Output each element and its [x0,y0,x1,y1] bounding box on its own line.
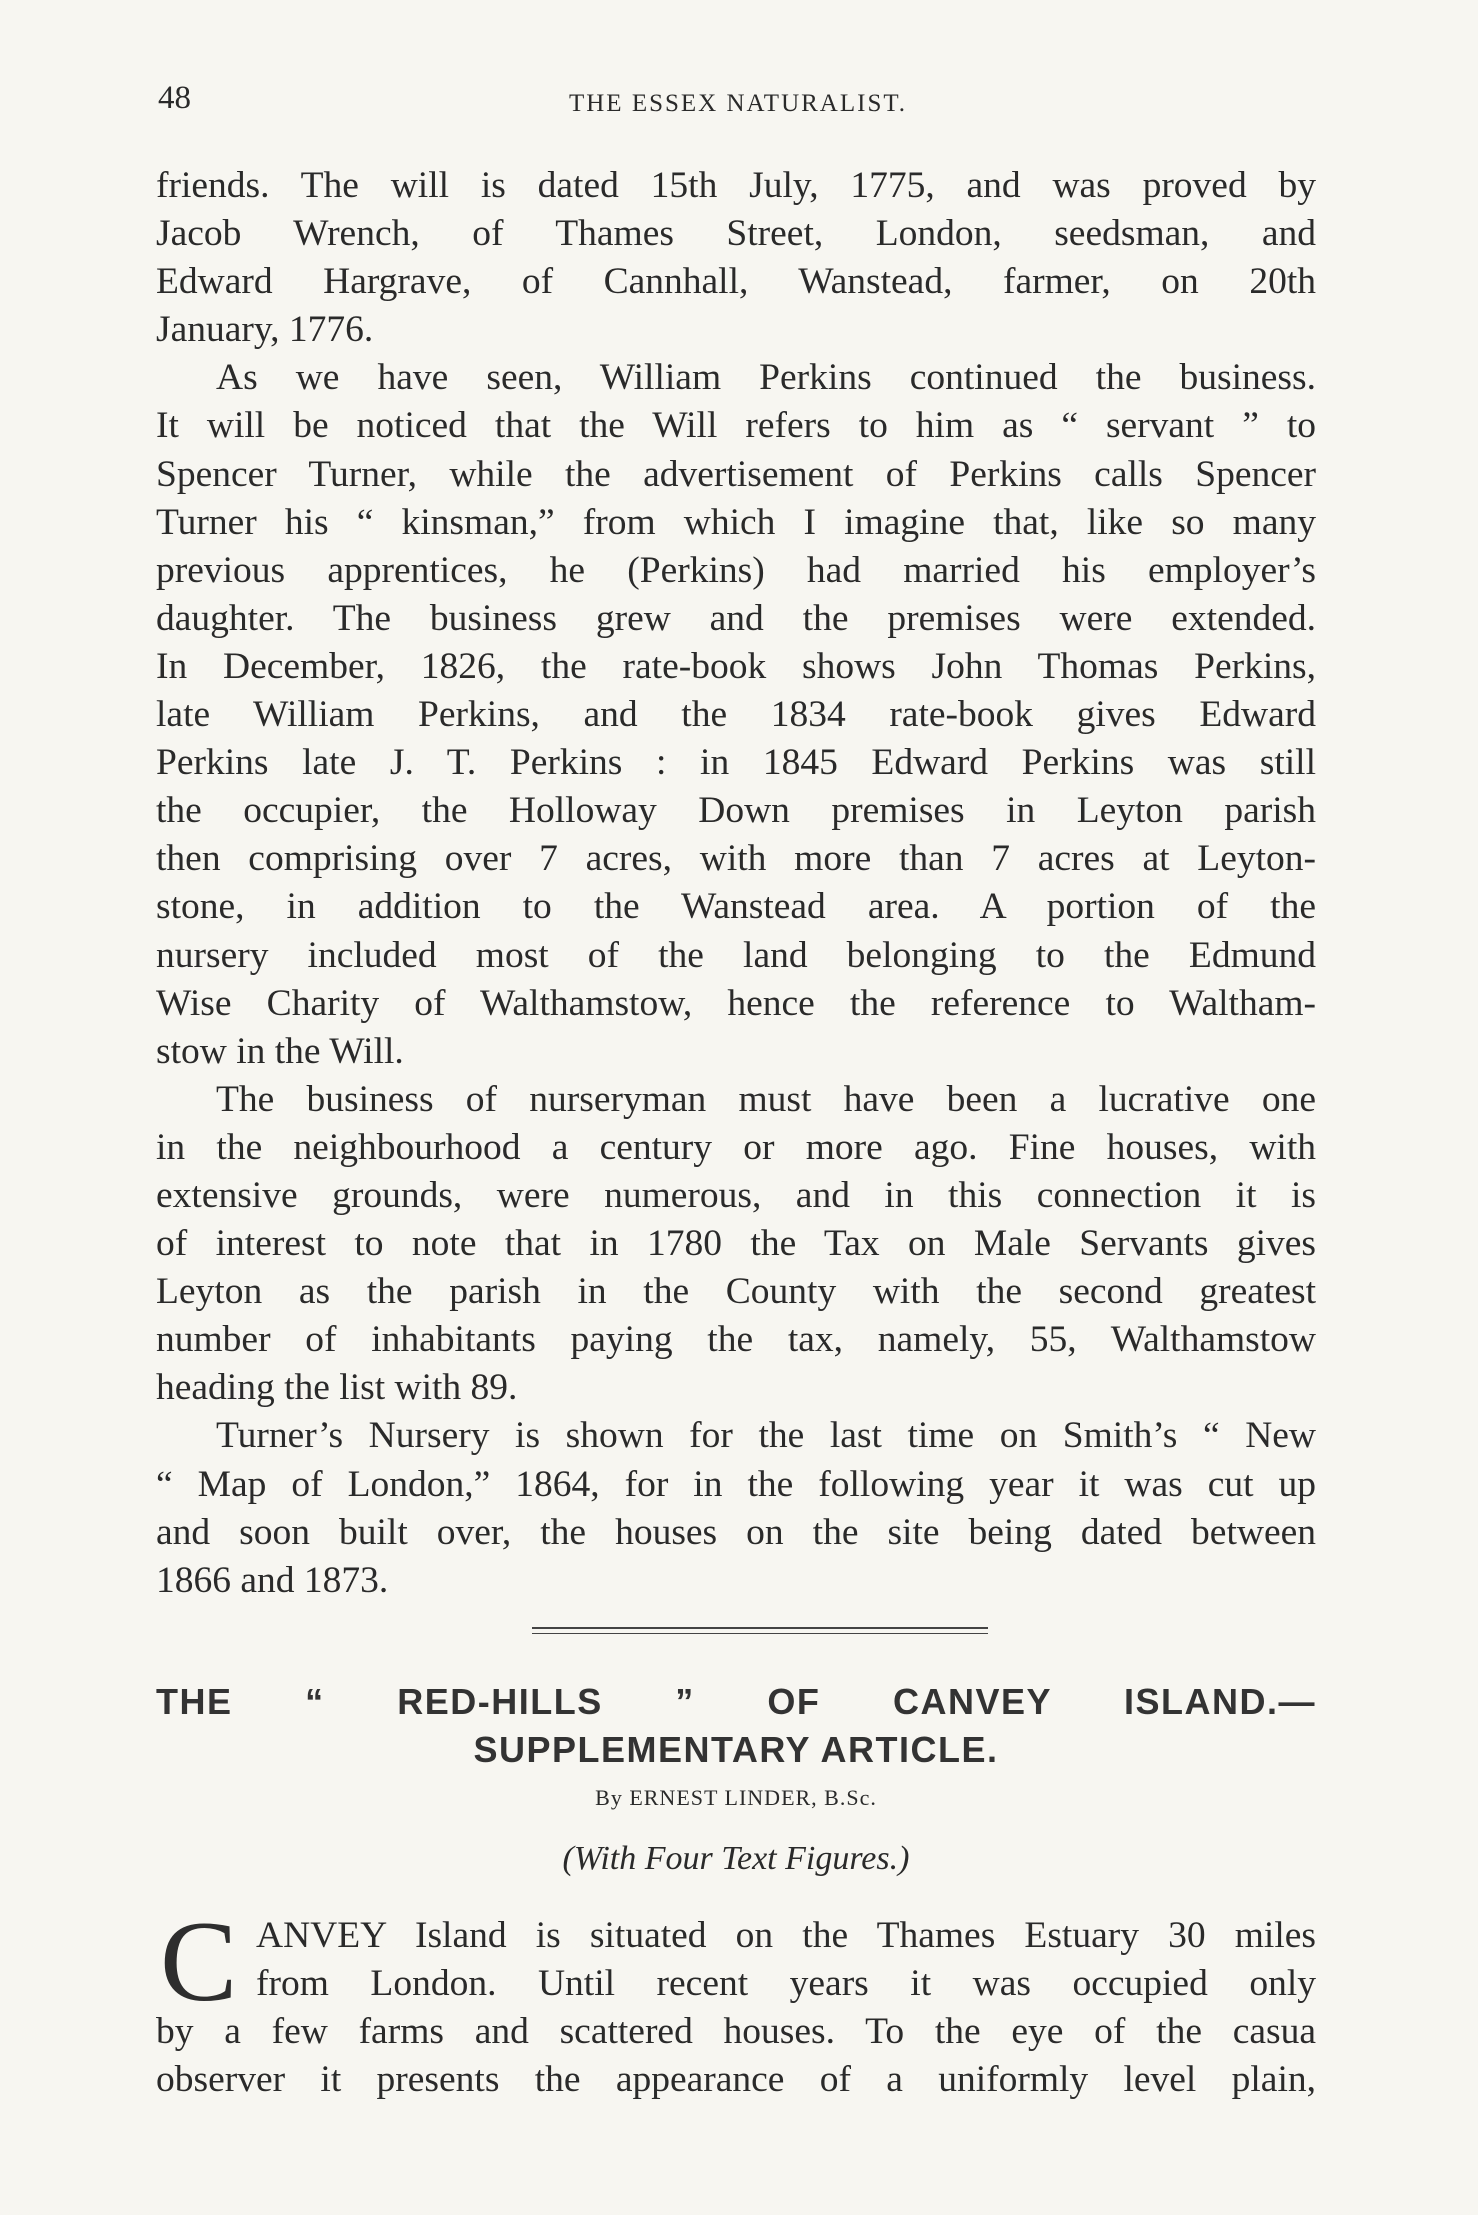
article-title-line-2: SUPPLEMENTARY ARTICLE. [473,1729,999,1770]
text-line: As we have seen, William Perkins continued the business. [216,357,1316,399]
text-line: by a few farms and scattered houses. To the eye of the casua [156,2011,1316,2053]
article-byline: By ERNEST LINDER, B.Sc. [595,1785,877,1810]
figures-note: (With Four Text Figures.) [562,1840,910,1877]
text-line: In December, 1826, the rate-book shows John Thomas Perkins, [156,645,1316,687]
text-line: Edward Hargrave, of Cannhall, Wanstead, farmer, on 20th [156,261,1316,303]
text-line: late William Perkins, and the 1834 rate-book gives Edward [156,694,1316,736]
text-line: Turner’s Nursery is shown for the last time on Smith’s “ New [216,1415,1316,1457]
text-line: extensive grounds, were numerous, and in this connection it is [156,1174,1316,1216]
text-line: friends. The will is dated 15th July, 1775, and was proved by [156,165,1316,206]
running-head [158,80,1318,124]
article-title [156,1678,1316,1774]
text-line: the occupier, the Holloway Down premises in Leyton parish [156,790,1316,832]
text-line: ANVEY Island is situated on the Thames Estuary 30 miles [256,1915,1316,1956]
text-line: number of inhabitants paying the tax, namely, 55, Walthamstow [156,1319,1316,1361]
running-title: THE ESSEX NATURALIST. [568,90,908,117]
text-line: The business of nurseryman must have been a lucrative one [216,1078,1316,1120]
body-text [156,162,1316,1605]
article-title-line-1: THE “ RED-HILLS ” OF CANVEY ISLAND.— [156,1681,1316,1722]
drop-cap: C [160,1898,238,2026]
text-line: stow in the Will. [156,1030,404,1072]
text-line: in the neighbourhood a century or more ago. Fine houses, with [156,1126,1316,1168]
text-line: heading the list with 89. [156,1367,518,1409]
text-line: Perkins late J. T. Perkins : in 1845 Edward Perkins was still [156,742,1316,784]
text-line: observer it presents the appearance of a uniformly level plain, [156,2059,1316,2101]
text-line: Jacob Wrench, of Thames Street, London, seedsman, and [156,213,1316,255]
text-line: and soon built over, the houses on the site being dated between [156,1511,1316,1553]
text-line: 1866 and 1873. [156,1559,389,1601]
text-line: Turner his “ kinsman,” from which I imagine that, like so many [156,501,1316,543]
text-line: previous apprentices, he (Perkins) had married his employer’s [156,549,1316,591]
text-line: Wise Charity of Walthamstow, hence the reference to Waltham- [156,982,1316,1024]
text-line: Spencer Turner, while the advertisement of Perkins calls Spencer [156,453,1316,495]
article-intro-text [156,1898,1316,2104]
text-line: January, 1776. [156,309,374,351]
text-line: nursery included most of the land belonging to the Edmund [156,934,1316,976]
text-line: daughter. The business grew and the premises were extended. [156,597,1316,639]
text-line: then comprising over 7 acres, with more than 7 acres at Leyton- [156,838,1316,880]
text-line: stone, in addition to the Wanstead area. A portion of the [156,886,1316,928]
text-line: from London. Until recent years it was occupied only [256,1963,1316,2005]
page-number: 48 [158,80,191,116]
text-line: Leyton as the parish in the County with the second greatest [156,1271,1316,1313]
text-line: of interest to note that in 1780 the Tax on Male Servants gives [156,1223,1316,1265]
text-line: “ Map of London,” 1864, for in the following year it was cut up [156,1463,1316,1505]
section-divider [532,1627,988,1634]
text-line: It will be noticed that the Will refers to him as “ servant ” to [156,405,1316,447]
